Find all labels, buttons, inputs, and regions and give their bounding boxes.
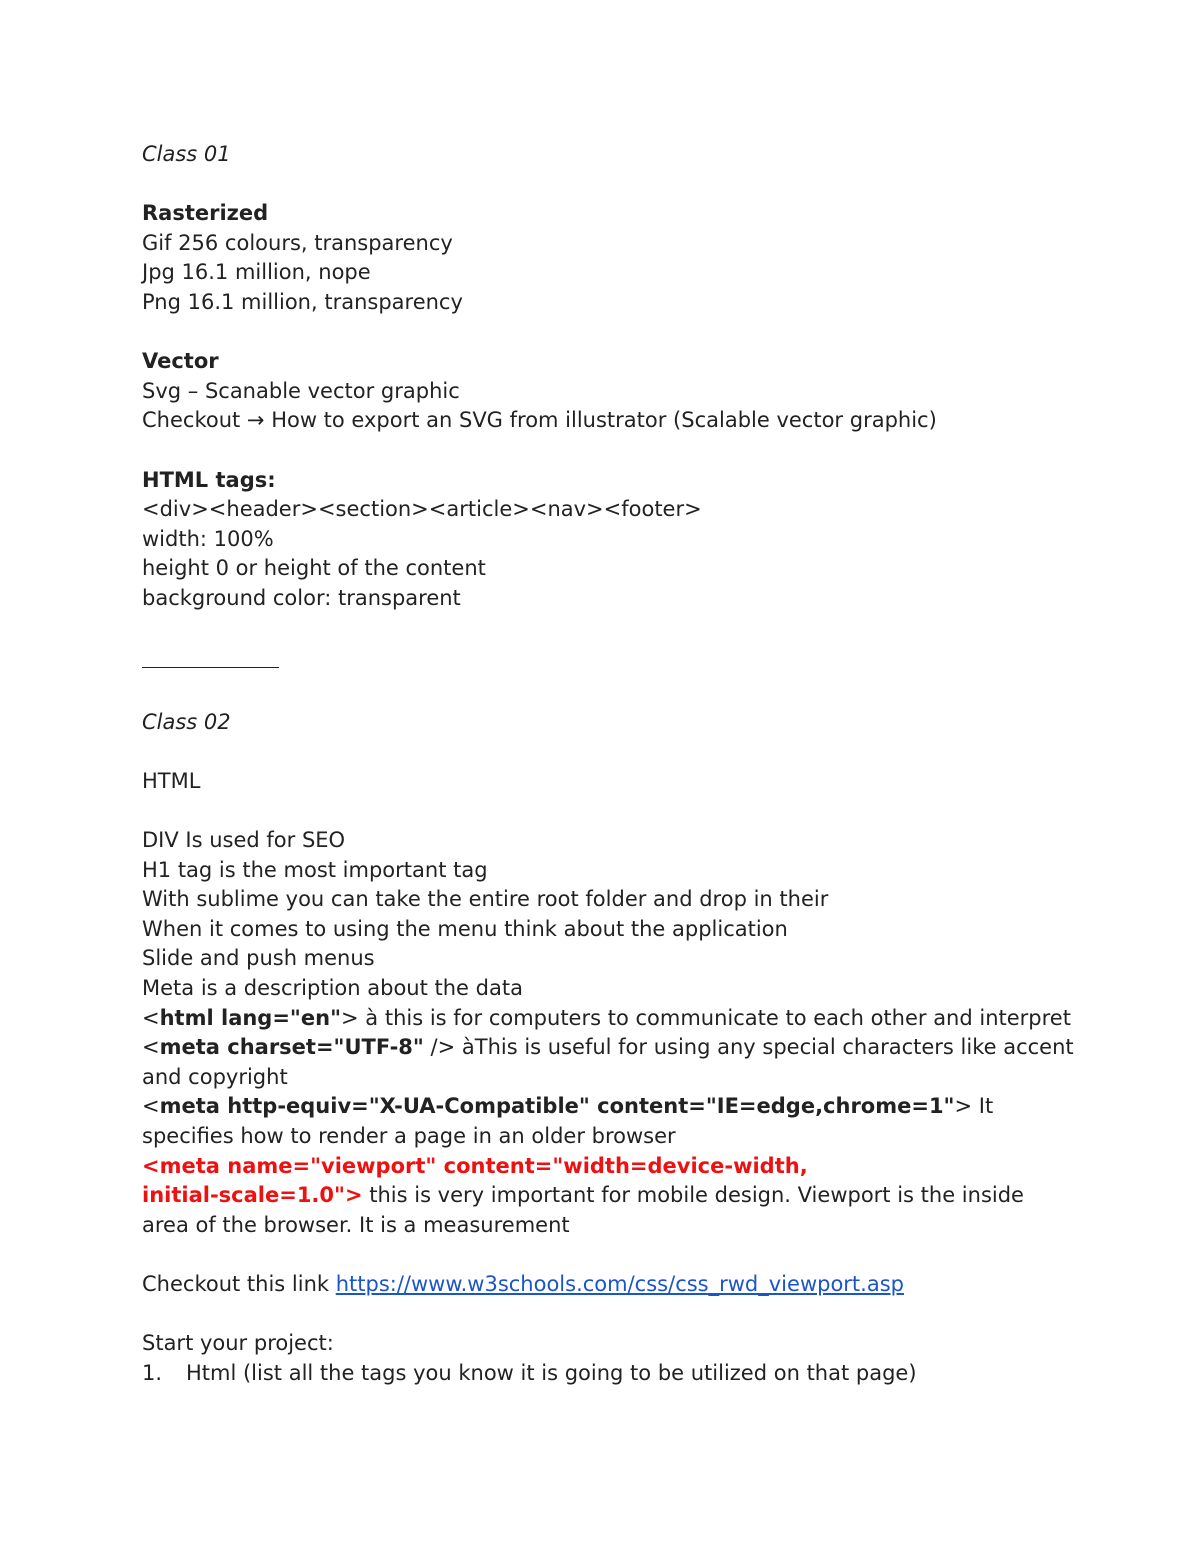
meta-viewport-note xyxy=(142,1152,1082,1241)
vector-heading: Vector xyxy=(142,349,219,374)
note-line: DIV Is used for SEO xyxy=(142,828,346,853)
code-snippet: meta charset="UTF-8" xyxy=(159,1035,424,1060)
rasterized-heading: Rasterized xyxy=(142,201,269,226)
html-tags-line: width: 100% xyxy=(142,526,274,551)
note-text: àThis is useful for using any special characters like accent and copyright xyxy=(142,1035,1074,1089)
note-text: this is very important for mobile design. Viewport is the inside xyxy=(362,1183,1024,1208)
checkout-line xyxy=(142,1270,1082,1300)
note-line: With sublime you can take the entire root folder and drop in their xyxy=(142,887,829,912)
spacer xyxy=(142,170,1082,200)
html-tags-line: background color: transparent xyxy=(142,585,461,610)
class-02-title: Class 02 xyxy=(142,709,231,734)
meta-charset-note xyxy=(142,1033,1082,1092)
note-line: Slide and push menus xyxy=(142,946,375,971)
html-tags-line: <div><header><section><article><nav><footer> xyxy=(142,497,702,522)
spacer xyxy=(142,318,1082,348)
html-heading: HTML xyxy=(142,768,201,793)
rasterized-line: Jpg 16.1 million, nope xyxy=(142,260,371,285)
code-snippet: html lang="en" xyxy=(159,1005,342,1030)
code-bracket: /> xyxy=(423,1035,462,1060)
code-bracket: > xyxy=(341,1005,366,1030)
note-text: It specifies how to render a page in an older browser xyxy=(142,1094,994,1148)
code-snippet: meta http-equiv="X-UA-Compatible" content="IE=edge,chrome=1" xyxy=(159,1094,955,1119)
spacer xyxy=(142,1240,1082,1270)
code-bracket: < xyxy=(142,1005,160,1030)
class-01-title: Class 01 xyxy=(142,142,231,166)
code-bracket: < xyxy=(142,1094,160,1119)
project-heading: Start your project: xyxy=(142,1331,334,1356)
code-bracket: > xyxy=(954,1094,979,1119)
html-tags-line: height 0 or height of the content xyxy=(142,556,486,581)
html-lang-note xyxy=(142,1004,1082,1034)
document-page xyxy=(142,140,1082,1388)
spacer xyxy=(142,796,1082,826)
html-tags-heading: HTML tags: xyxy=(142,467,276,492)
section-divider xyxy=(142,667,279,668)
list-number: 1. xyxy=(142,1360,163,1385)
w3schools-link[interactable]: https://www.w3schools.com/css/css_rwd_viewport.asp xyxy=(335,1271,904,1296)
highlighted-code: <meta name="viewport" content="width=device-width, xyxy=(142,1153,808,1178)
note-text: à this is for computers to communicate to each other and interpret xyxy=(365,1005,1071,1030)
vector-line: Checkout → How to export an SVG from illustrator (Scalable vector graphic) xyxy=(142,408,937,433)
highlighted-code: initial-scale=1.0"> xyxy=(142,1183,363,1208)
note-text: area of the browser. It is a measurement xyxy=(142,1212,570,1237)
note-line: H1 tag is the most important tag xyxy=(142,857,488,882)
rasterized-line: Gif 256 colours, transparency xyxy=(142,230,453,255)
spacer xyxy=(142,737,1082,767)
meta-compat-note xyxy=(142,1092,1082,1151)
spacer xyxy=(142,436,1082,466)
list-item-text: Html (list all the tags you know it is going to be utilized on that page) xyxy=(186,1360,917,1385)
vector-line: Svg – Scanable vector graphic xyxy=(142,378,460,403)
note-line: Meta is a description about the data xyxy=(142,976,523,1001)
rasterized-line: Png 16.1 million, transparency xyxy=(142,289,463,314)
code-bracket: < xyxy=(142,1035,160,1060)
list-item xyxy=(142,1359,1082,1389)
spacer xyxy=(142,614,1082,644)
checkout-label: Checkout this link xyxy=(142,1271,336,1296)
spacer xyxy=(142,678,1082,708)
note-line: When it comes to using the menu think about the application xyxy=(142,916,788,941)
spacer xyxy=(142,1300,1082,1330)
